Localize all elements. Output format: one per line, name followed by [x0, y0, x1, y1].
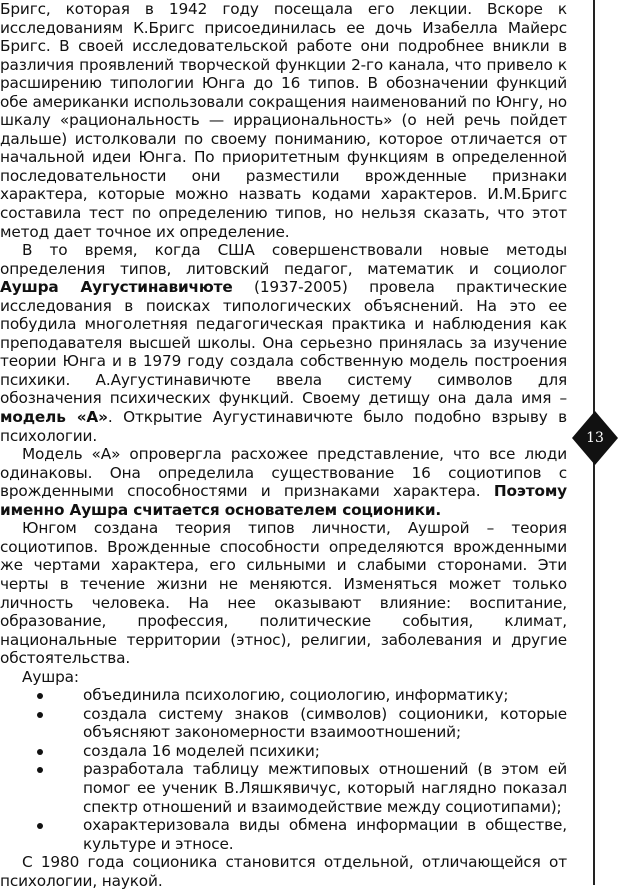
- paragraph-4: Юнгом создана теория типов личности, Аушрой – теория социотипов. Врожденные способности определяются врожденными же чертами характера, его сильными и слабыми сторонами. Эти черты в течение жизни не меняются. Изменяться может только личность человека. На нее оказывают влияние: воспитание, образование, профессия, политические события, климат, национальные территории (этнос), религии, заболевания и другие обстоятельства.: [0, 519, 567, 668]
- list-item-text: разработала таблицу межтиповых отношений (в этом ей помог ее ученик В.Ляшкявичус, который наглядно показал спектр отношений и взаимодействие между социотипами);: [83, 760, 567, 816]
- list-item-text: объединила психологию, социологию, информатику;: [83, 686, 509, 705]
- page-number: 13: [586, 430, 604, 446]
- paragraph-2-text-a: В то время, когда США совершенствовали новые методы определения типов, литовский педагог, математик и социолог: [0, 241, 567, 278]
- paragraph-2-bold-name: Аушра Аугустинавичюте: [0, 278, 233, 297]
- bullet-icon: [37, 823, 43, 829]
- list-item: [0, 742, 567, 761]
- list-item: [0, 705, 567, 742]
- paragraph-3-text: Модель «А» опровергла расхожее представление, что все люди одинаковы. Она определила существование 16 социотипов с врожденными способностями и признаками характера.: [0, 445, 567, 501]
- paragraph-2-text-c: . Открытие Аугустинавичюте было подобно взрыву в психологии.: [0, 408, 567, 445]
- paragraph-2: [0, 241, 567, 445]
- list-item-text: охарактеризовала виды обмена информации в обществе, культуре и этносе.: [83, 816, 567, 853]
- bullet-icon: [37, 767, 43, 773]
- paragraph-2-bold-model: модель «А»: [0, 408, 108, 427]
- page-number-badge: [572, 411, 618, 465]
- list-item-text: создала систему знаков (символов) соционики, которые объясняют закономерности взаимоотношений;: [83, 704, 567, 742]
- list-item-text: создала 16 моделей психики;: [83, 741, 320, 760]
- achievement-list: [0, 686, 567, 853]
- bullet-icon: [37, 712, 43, 718]
- list-item: [0, 686, 567, 705]
- paragraph-2-text-b: (1937-2005) провела практические исследования в поисках типологических объяснений. На это ее побудила многолетняя педагогическая практика и наблюдения как преподавателя высшей школы. Она серьезно принялась за изучение теории Юнга и в 1979 году создала собственную модель построения психики. А.Аугустинавичюте ввела систему символов для обозначения психических функций. Своему детищу она дала имя –: [0, 278, 567, 408]
- paragraph-1: Бригс, которая в 1942 году посещала его лекции. Вскоре к исследованиям К.Бригс присоединилась ее дочь Изабелла Майерс Бригс. В своей исследовательской работе они подробнее вникли в различия проявлений творческой функции 2-го канала, что привело к расширению типологии Юнга до 16 типов. В обозначении функций обе американки использовали сокращения наименований по Юнгу, но шкалу «рациональность — иррациональность» (о ней речь пойдет дальше) истолковали по своему пониманию, которое отличается от начальной идеи Юнга. По приоритетным функциям в определенной последовательности они разместили врожденные признаки характера, которые можно назвать кодами характеров. И.М.Бригс составила тест по определению типов, но нельзя сказать, что этот метод дает точное их определение.: [0, 0, 567, 241]
- list-label: Аушра:: [22, 667, 79, 686]
- list-item: [0, 816, 567, 853]
- list-item: [0, 760, 567, 816]
- paragraph-5: С 1980 года соционика становится отдельной, отличающейся от психологии, наукой.: [0, 853, 567, 890]
- bullet-icon: [37, 749, 43, 755]
- bullet-icon: [37, 693, 43, 699]
- paragraph-3-bold: Поэтому именно Аушра считается основателем соционики.: [0, 482, 567, 519]
- paragraph-3: [0, 445, 567, 519]
